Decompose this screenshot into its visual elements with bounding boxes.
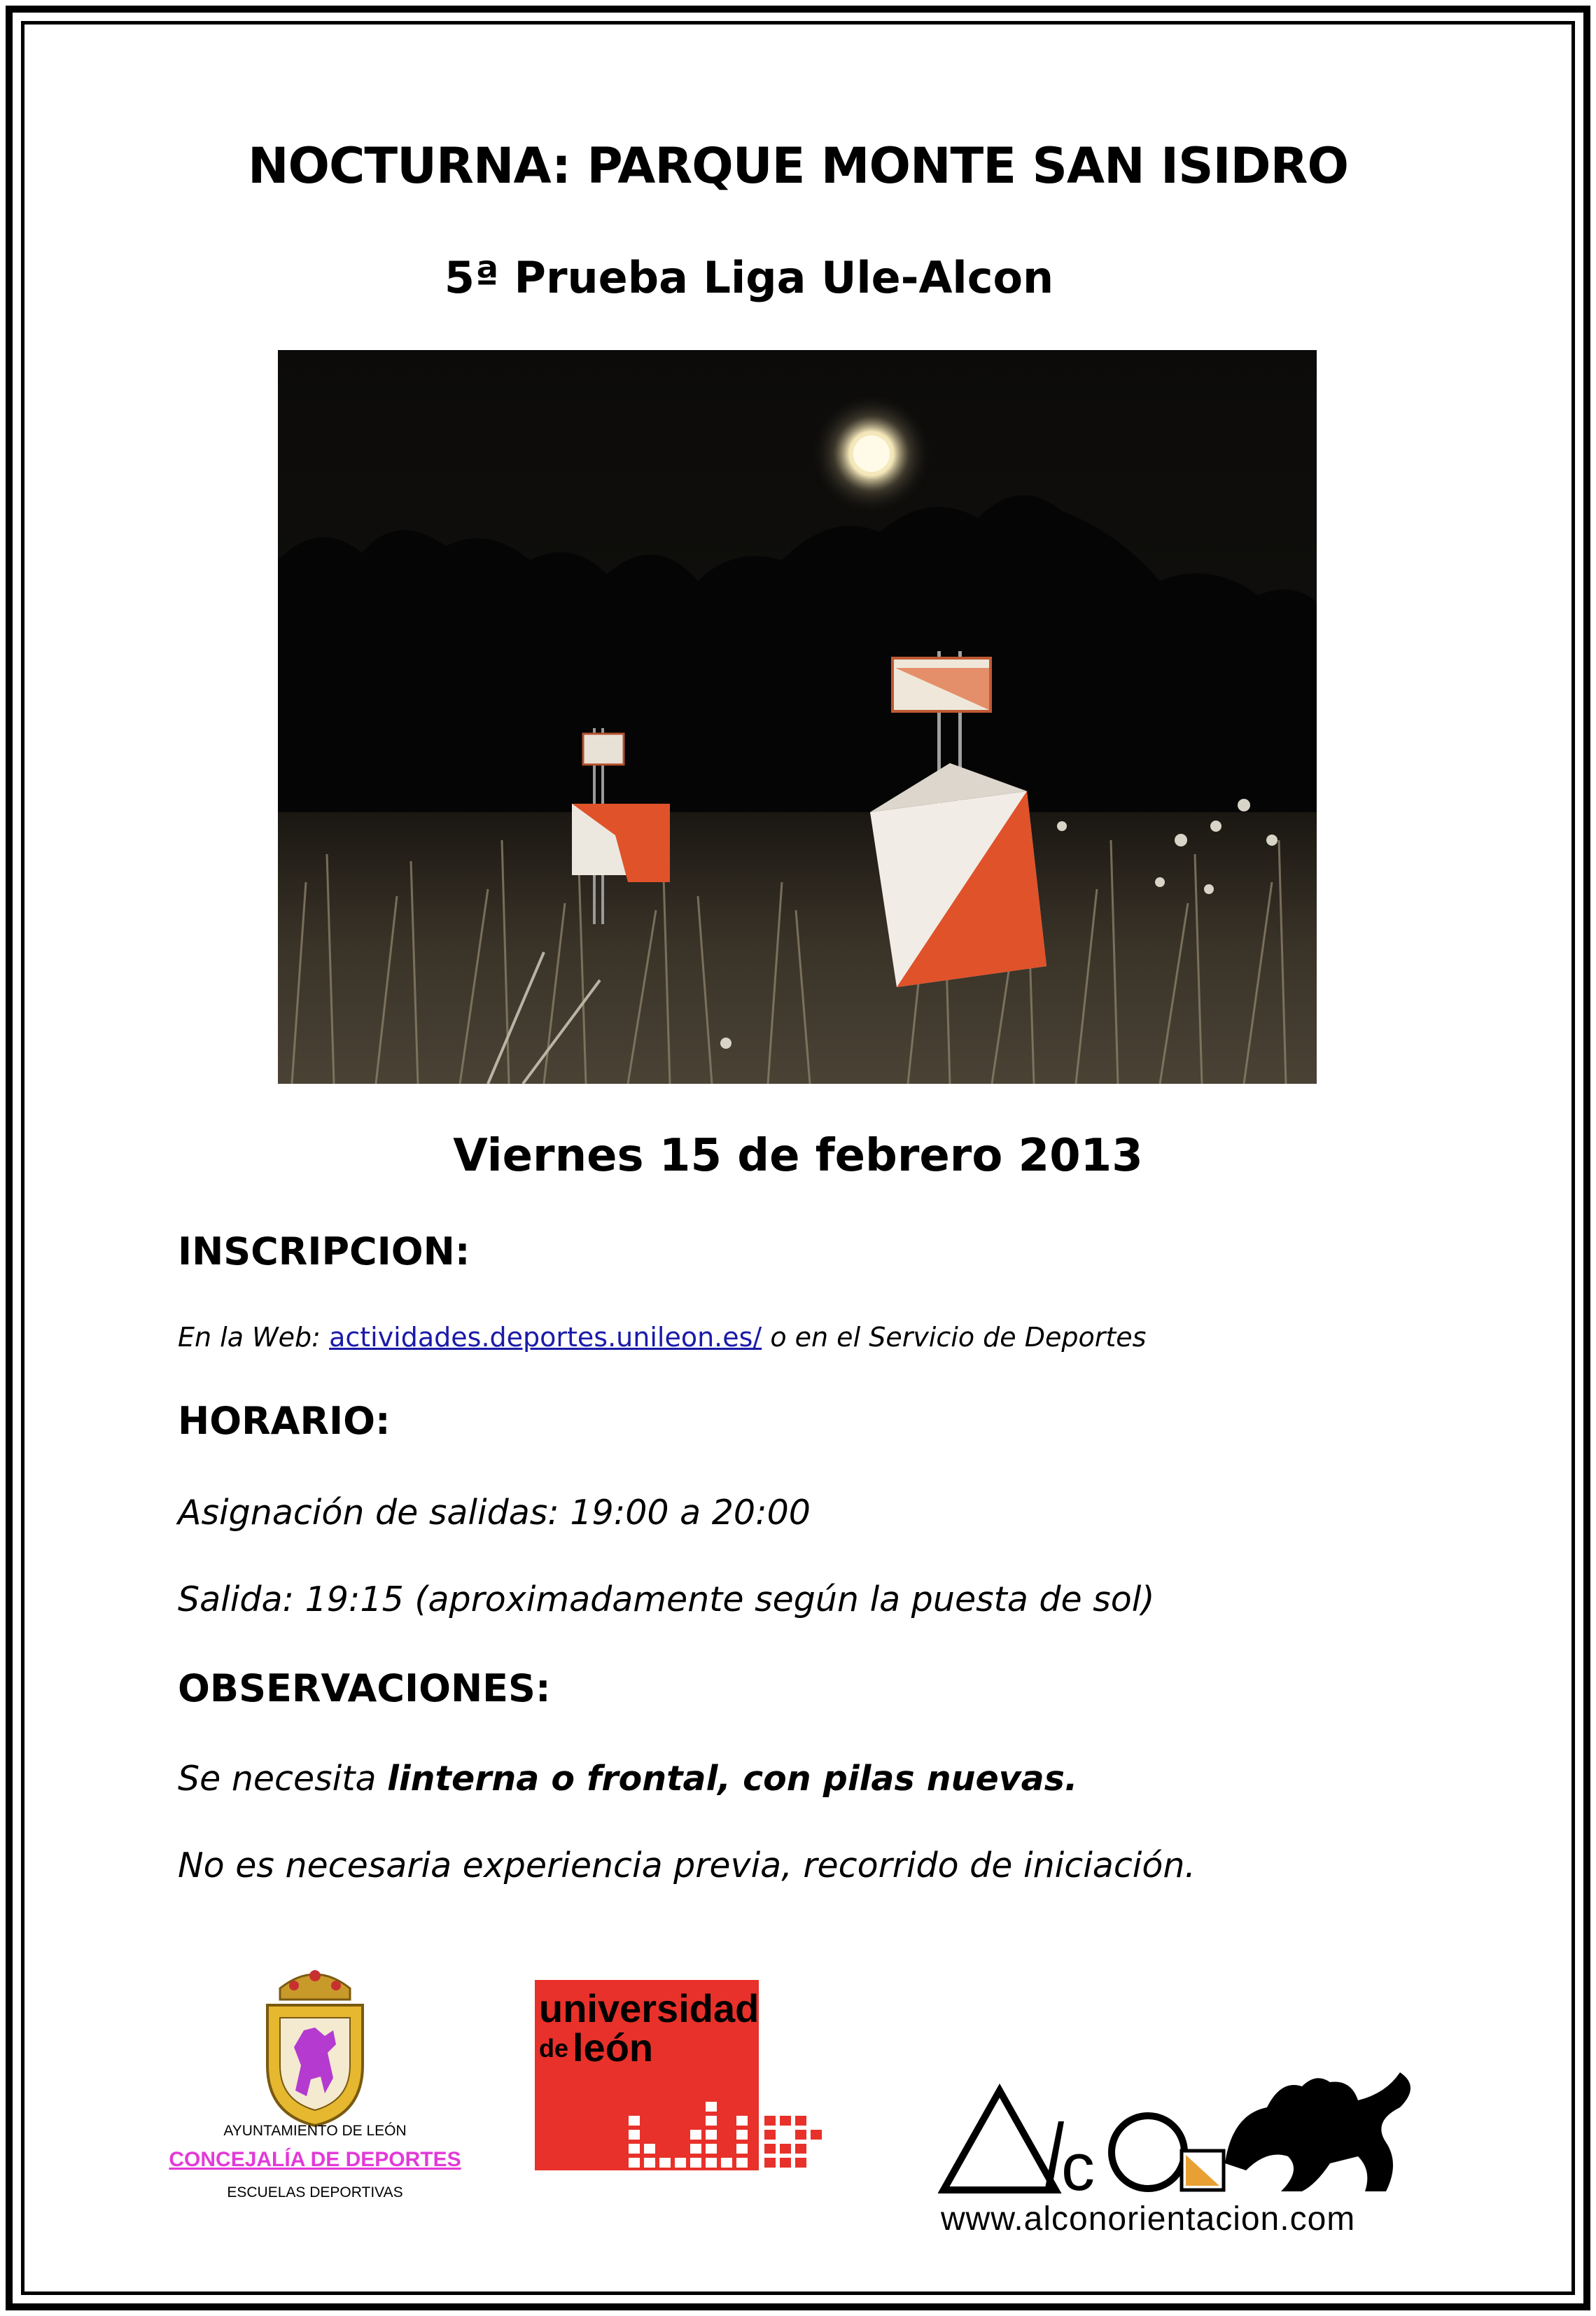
ule-word2a: de <box>539 2034 569 2063</box>
ule-pixel-tail <box>764 2116 822 2168</box>
page-title: NOCTURNA: PARQUE MONTE SAN ISIDRO <box>247 137 1349 195</box>
circle-icon <box>1112 2116 1184 2189</box>
moon <box>853 435 890 472</box>
ayuntamiento-logo <box>168 1960 462 2226</box>
web-link[interactable]: actividades.deportes.unileon.es/ <box>329 1322 762 1353</box>
inscripcion-prefix: En la Web: <box>178 1322 330 1353</box>
observaciones-prefix: Se necesita <box>178 1759 388 1799</box>
night-orienteering-photo <box>278 350 1317 1084</box>
observaciones-bold: linterna o frontal, con pilas nuevas. <box>387 1759 1078 1799</box>
lion-silhouette-icon <box>1225 2072 1410 2191</box>
leon-crest-icon <box>252 1960 378 2128</box>
inscripcion-suffix: o en el Servicio de Deportes <box>762 1322 1147 1353</box>
escuelas-line: ESCUELAS DEPORTIVAS <box>227 2184 403 2200</box>
universidad-leon-logo <box>533 1980 841 2176</box>
alcon-website[interactable]: www.alconorientacion.com <box>941 2200 1356 2238</box>
observaciones-line1 <box>178 1759 1078 1799</box>
concejalia-line: CONCEJALÍA DE DEPORTES <box>169 2148 461 2171</box>
horario-heading: HORARIO: <box>178 1399 391 1443</box>
salida-text: Salida: 19:15 (aproximadamente según la puesta de sol) <box>178 1579 1155 1619</box>
page-subtitle: 5ª Prueba Liga Ule-Alcon <box>444 252 1054 303</box>
alcon-c-glyph: c <box>1061 2130 1095 2198</box>
alcon-emblem <box>938 2058 1428 2198</box>
ule-word1: universidad <box>539 1986 760 2030</box>
alcon-logo <box>938 2058 1428 2254</box>
observaciones-line2: No es necesaria experiencia previa, recorrido de iniciación. <box>178 1846 1196 1885</box>
ayuntamiento-line1: AYUNTAMIENTO DE LEÓN <box>223 2123 407 2139</box>
grass-field <box>278 812 1317 1084</box>
observaciones-heading: OBSERVACIONES: <box>178 1666 551 1710</box>
inscripcion-heading: INSCRIPCION: <box>178 1229 470 1274</box>
inscripcion-text <box>178 1322 1146 1353</box>
ule-word2b: león <box>573 2025 654 2070</box>
asignacion-text: Asignación de salidas: 19:00 a 20:00 <box>178 1493 811 1533</box>
event-date: Viernes 15 de febrero 2013 <box>453 1130 1143 1182</box>
triangle-icon <box>944 2091 1056 2190</box>
